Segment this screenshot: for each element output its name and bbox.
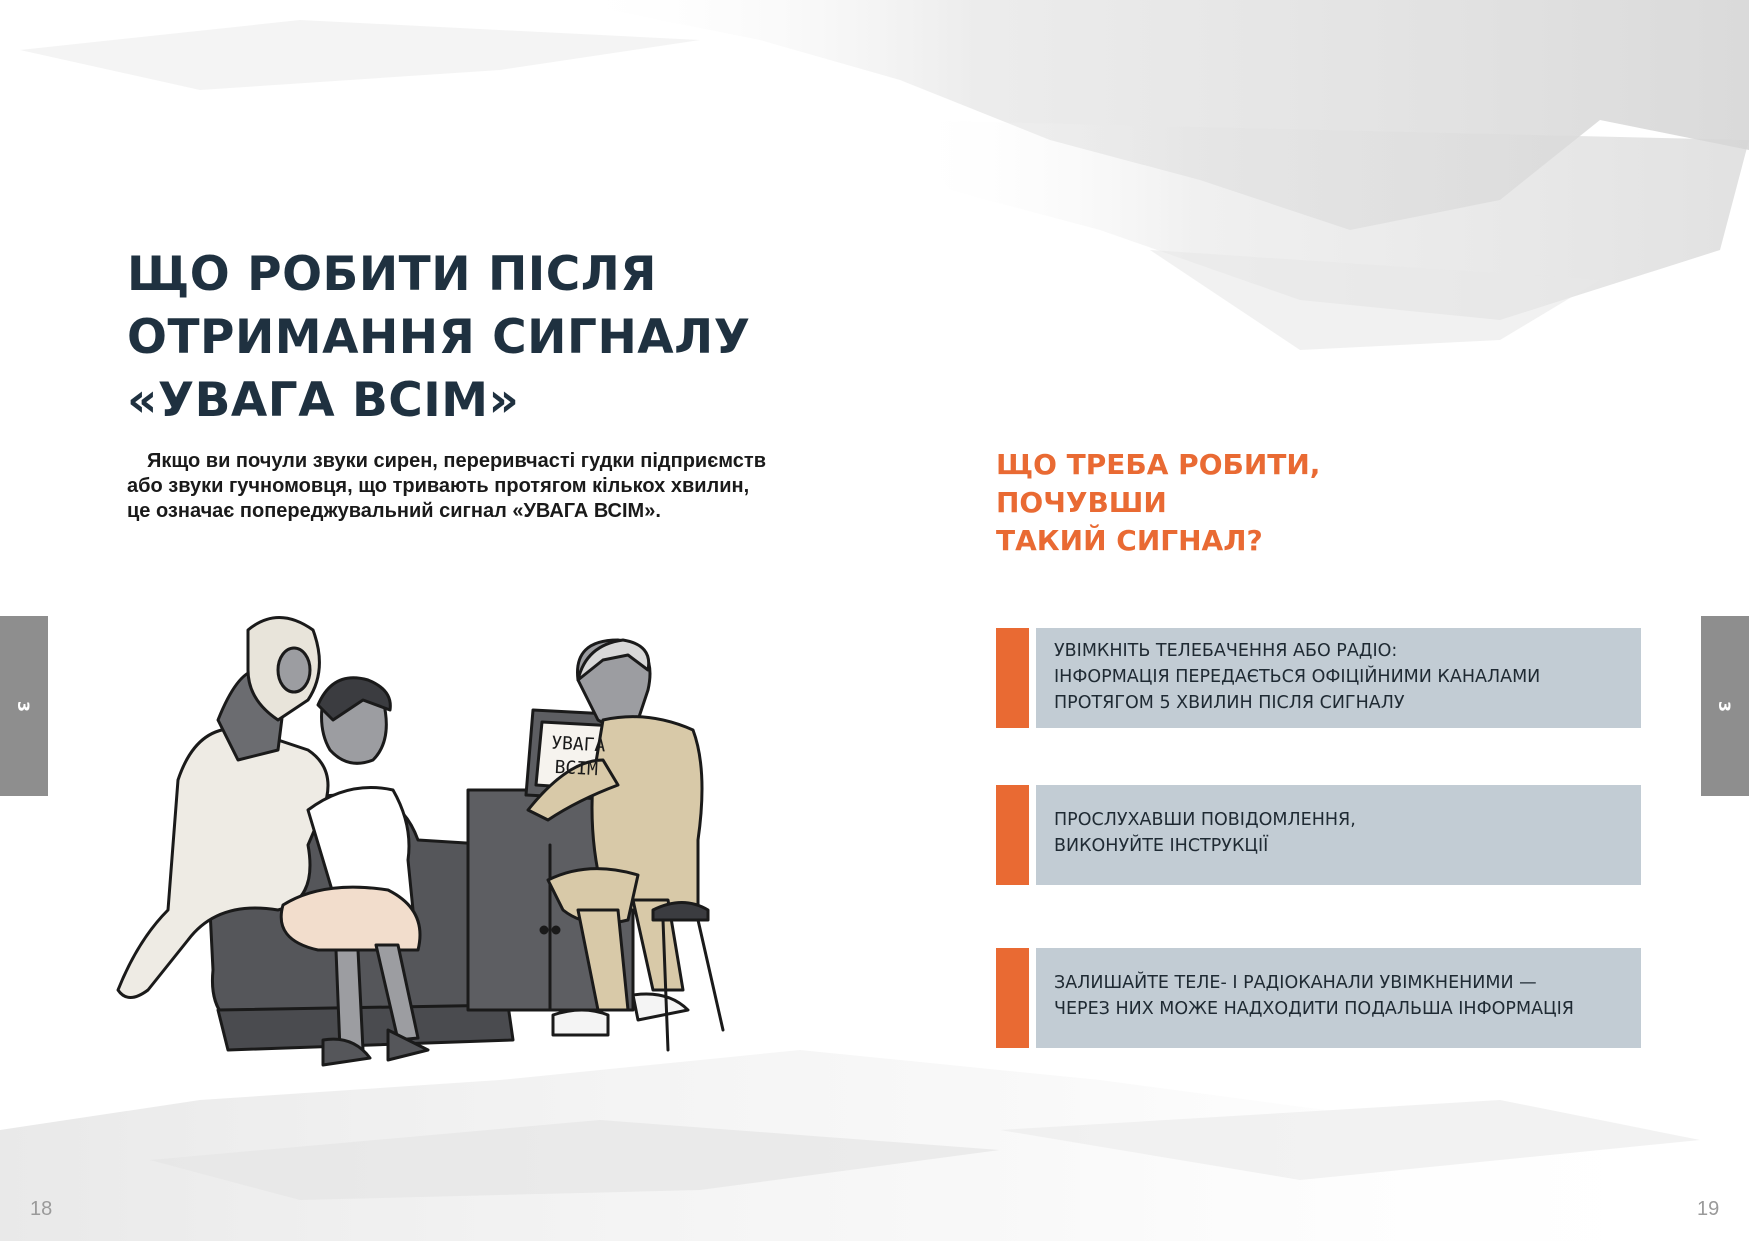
intro-line-1: Якщо ви почули звуки сирен, переривчасті гудки підприємств <box>147 450 766 472</box>
card-accent-bar <box>996 785 1029 885</box>
card-accent-bar <box>996 948 1029 1048</box>
card-3-line-1: ЗАЛИШАЙТЕ ТЕЛЕ- І РАДІОКАНАЛИ УВІМКНЕНИМИ — <box>1054 973 1537 993</box>
instruction-card-1 <box>996 628 1641 728</box>
section-tab-right[interactable] <box>1701 616 1749 796</box>
page-number-right: 19 <box>1697 1198 1720 1220</box>
section-tab-left-label: 3 <box>14 700 34 712</box>
title-line-1: ЩО РОБИТИ ПІСЛЯ <box>127 247 657 302</box>
family-radio-illustration <box>108 610 818 1130</box>
card-text-box <box>1036 948 1641 1048</box>
question-line-3: ТАКИЙ СИГНАЛ? <box>996 524 1263 557</box>
stool <box>653 903 708 921</box>
card-1-line-3: ПРОТЯГОМ 5 ХВИЛИН ПІСЛЯ СИГНАЛУ <box>1054 693 1405 713</box>
section-tab-right-label: 3 <box>1715 700 1735 712</box>
card-accent-bar <box>996 628 1029 728</box>
card-1-line-2: ІНФОРМАЦІЯ ПЕРЕДАЄТЬСЯ ОФІЦІЙНИМИ КАНАЛАМИ <box>1054 667 1541 687</box>
card-2-line-2: ВИКОНУЙТЕ ІНСТРУКЦІЇ <box>1054 836 1269 856</box>
question-heading <box>996 446 1416 560</box>
card-text-box <box>1036 785 1641 885</box>
page-number-left: 18 <box>30 1198 53 1220</box>
card-3-line-2: ЧЕРЕЗ НИХ МОЖЕ НАДХОДИТИ ПОДАЛЬША ІНФОРМАЦІЯ <box>1054 999 1574 1019</box>
title-line-2: ОТРИМАННЯ СИГНАЛУ <box>127 310 751 365</box>
question-line-2: ПОЧУВШИ <box>996 486 1167 519</box>
title-line-3: «УВАГА ВСІМ» <box>127 373 520 428</box>
instruction-card-3 <box>996 948 1641 1048</box>
card-text-box <box>1036 628 1641 728</box>
intro-paragraph <box>127 449 807 524</box>
card-1-line-1: УВІМКНІТЬ ТЕЛЕБАЧЕННЯ АБО РАДІО: <box>1054 641 1398 661</box>
section-tab-left[interactable] <box>0 616 48 796</box>
tv-screen-line-2: ВСІМ <box>554 756 599 781</box>
question-line-1: ЩО ТРЕБА РОБИТИ, <box>996 448 1321 481</box>
intro-line-2: або звуки гучномовця, що тривають протягом кількох хвилин, <box>127 475 750 497</box>
intro-line-3: це означає попереджувальний сигнал «УВАГА ВСІМ». <box>127 500 661 522</box>
tv-screen-line-1: УВАГА <box>550 732 606 757</box>
card-2-line-1: ПРОСЛУХАВШИ ПОВІДОМЛЕННЯ, <box>1054 810 1356 830</box>
instruction-card-2 <box>996 785 1641 885</box>
page-title <box>127 243 807 432</box>
